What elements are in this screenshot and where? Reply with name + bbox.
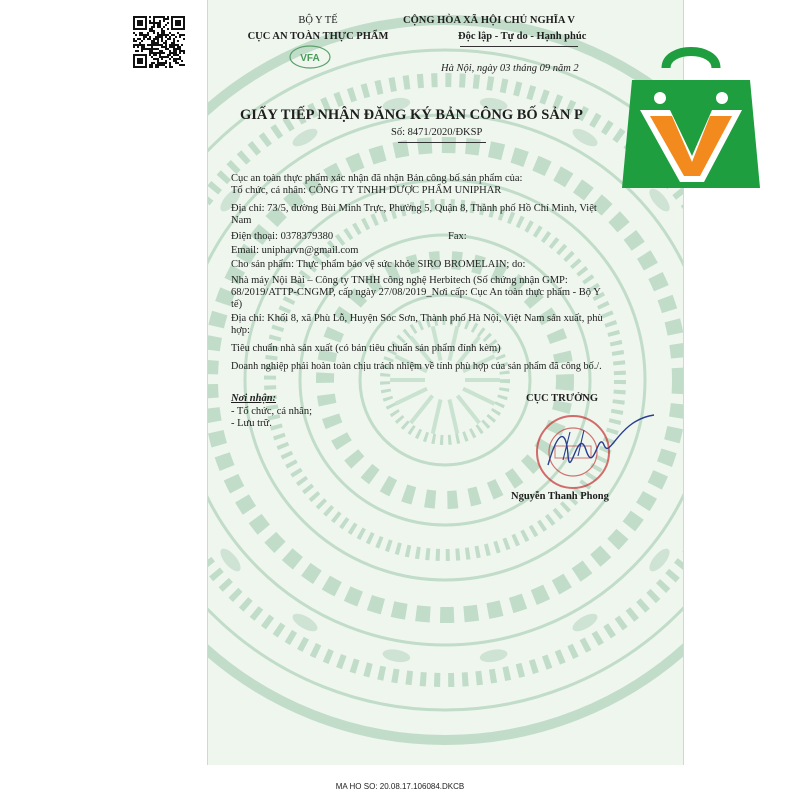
body-line: Doanh nghiệp phải hoàn toàn chịu trách nhiệm về tính phù hợp của sản phẩm đã công bố./.: [231, 361, 602, 372]
signer-name: Nguyễn Thanh Phong: [511, 491, 609, 502]
title-underline: [398, 142, 486, 143]
body-line: Cục an toàn thực phẩm xác nhận đã nhận Bản công bố sản phẩm của:: [231, 173, 523, 184]
body-line: Tiêu chuẩn nhà sản xuất (có bản tiêu chuẩn sản phẩm đính kèm): [231, 343, 501, 354]
recipients-heading: Nơi nhận:: [231, 393, 277, 404]
fax-label: Fax:: [448, 231, 467, 242]
dossier-code: MA HO SO: 20.08.17.106084.DKCB: [335, 782, 465, 791]
handwritten-signature: [508, 410, 658, 480]
certificate-document: [207, 0, 684, 765]
body-line: Tổ chức, cá nhân: CÔNG TY TNHH DƯỢC PHẨM UNIPHAR: [231, 185, 502, 196]
body-line: Địa chỉ: Khối 8, xã Phù Lỗ, Huyện Sóc Sơn, Thành phố Hà Nội, Việt Nam sản xuất, phù: [231, 313, 603, 324]
body-line: tế): [231, 299, 243, 310]
recipient-item: - Tổ chức, cá nhân;: [231, 406, 313, 417]
recipient-item: - Lưu trữ.: [231, 418, 272, 429]
body-line: Cho sản phẩm: Thực phẩm bảo vệ sức khỏe SIRO BROMELAIN; do:: [231, 259, 526, 270]
signer-title: CỤC TRƯỞNG: [526, 393, 599, 404]
emblem-text: VFA: [300, 53, 320, 64]
motto-underline: [460, 46, 578, 47]
vfa-emblem-icon: [288, 44, 332, 70]
body-line: Nhà máy Nội Bài – Công ty TNHH công nghệ Herbitech (Số chứng nhận GMP:: [231, 275, 568, 286]
ministry-name: BỘ Y TẾ: [298, 15, 338, 26]
body-line: Nam: [231, 215, 252, 226]
body-line: Địa chỉ: 73/5, đường Bùi Minh Trực, Phường 5, Quận 8, Thành phố Hồ Chí Minh, Việt: [231, 203, 597, 214]
nation-name: CỘNG HÒA XÃ HỘI CHỦ NGHĨA V: [403, 15, 575, 26]
document-number: Số: 8471/2020/ĐKSP: [391, 127, 483, 138]
body-line: 68/2019/ATTP-CNGMP, cấp ngày 27/08/2019_Nơi cấp: Cục An toàn thực phẩm - Bộ Y: [231, 287, 601, 298]
body-line: Điện thoại: 0378379380: [231, 231, 334, 242]
body-line: hợp:: [231, 325, 250, 336]
body-line: Email: unipharvn@gmail.com: [231, 245, 359, 256]
department-name: CỤC AN TOÀN THỰC PHẨM: [247, 31, 389, 42]
place-date: Hà Nội, ngày 03 tháng 09 năm 2: [441, 63, 579, 74]
qr-code-icon: [133, 16, 185, 68]
national-motto: Độc lập - Tự do - Hạnh phúc: [458, 31, 587, 42]
shopping-bag-v-logo-icon: [618, 38, 764, 200]
document-title: GIẤY TIẾP NHẬN ĐĂNG KÝ BẢN CÔNG BỐ SẢN P: [240, 107, 583, 123]
